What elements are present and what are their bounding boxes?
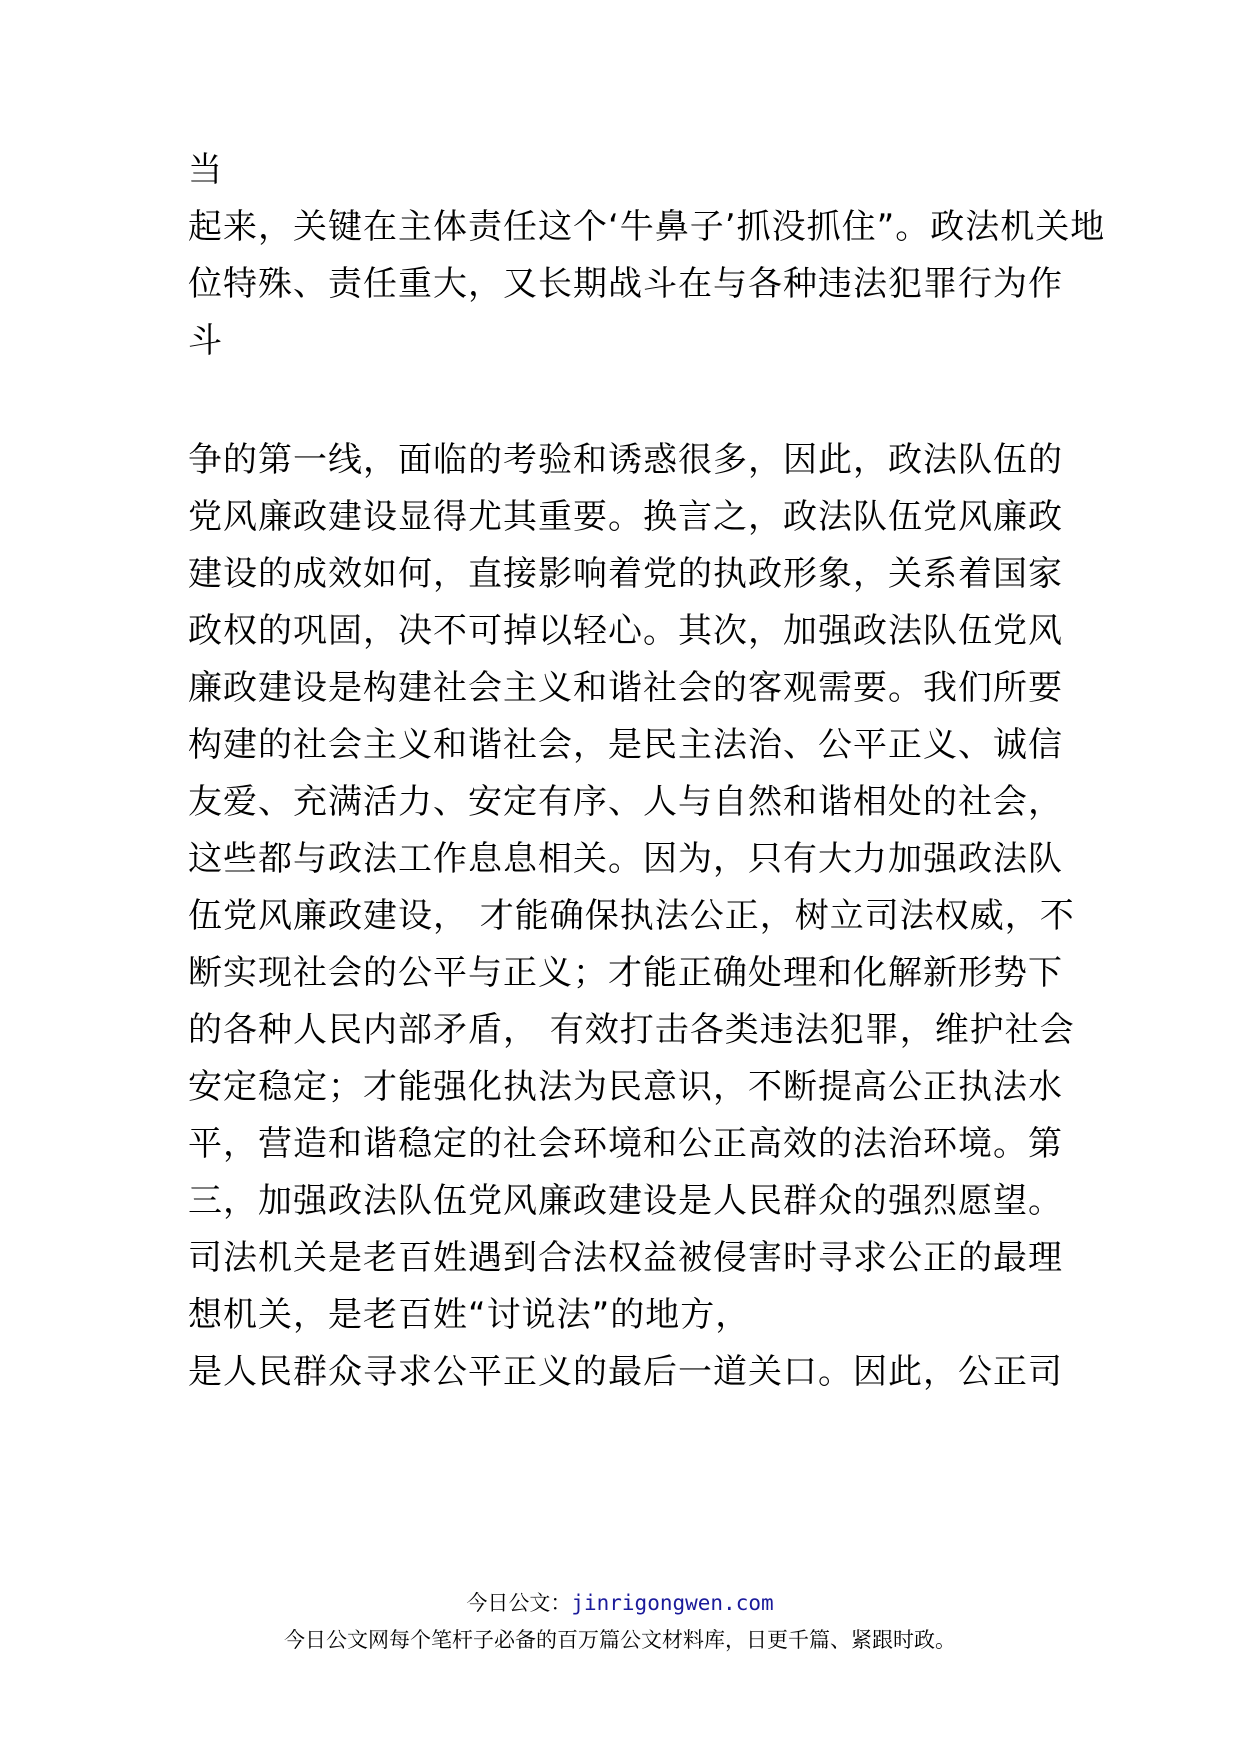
text-line: 司法机关是老百姓遇到合法权益被侵害时寻求公正的最理 — [188, 1238, 1063, 1278]
text-line: 想机关，是老百姓“讨说法”的地方， — [188, 1295, 751, 1335]
text-line: 友爱、充满活力、安定有序、人与自然和谐相处的社会， — [188, 782, 1063, 822]
footer-site-label: 今日公文： — [466, 1591, 572, 1615]
text-line: 党风廉政建设显得尤其重要。换言之，政法队伍党风廉政 — [188, 497, 1063, 537]
text-line: 政权的巩固，决不可掉以轻心。其次，加强政法队伍党风 — [188, 611, 1063, 651]
text-line: 争的第一线，面临的考验和诱惑很多，因此，政法队伍的 — [188, 440, 1063, 480]
text-line: 构建的社会主义和谐社会，是民主法治、公平正义、诚信 — [188, 725, 1063, 765]
text-line: 建设的成效如何，直接影响着党的执政形象，关系着国家 — [188, 554, 1063, 594]
text-line: 伍党风廉政建设， 才能确保执法公正，树立司法权威，不 — [188, 896, 1075, 936]
text-line: 的各种人民内部矛盾， 有效打击各类违法犯罪，维护社会 — [188, 1010, 1075, 1050]
footer-slogan: 今日公文网每个笔杆子必备的百万篇公文材料库，日更千篇、紧跟时政。 — [284, 1628, 956, 1652]
footer-site — [0, 1589, 1240, 1617]
footer-site-link[interactable]: jinrigongwen.com — [571, 1591, 774, 1615]
text-line: 位特殊、责任重大，又长期战斗在与各种违法犯罪行为作 — [188, 264, 1063, 304]
text-line: 安定稳定；才能强化执法为民意识，不断提高公正执法水 — [188, 1067, 1063, 1107]
text-line: 斗 — [188, 321, 223, 361]
text-line: 起来，关键在主体责任这个‘牛鼻子’抓没抓住”。政法机关地 — [188, 207, 1106, 247]
text-line: 是人民群众寻求公平正义的最后一道关口。因此，公正司 — [188, 1352, 1063, 1392]
text-line: 平，营造和谐稳定的社会环境和公正高效的法治环境。第 — [188, 1124, 1063, 1164]
text-line: 廉政建设是构建社会主义和谐社会的客观需要。我们所要 — [188, 668, 1063, 708]
text-line: 当 — [188, 150, 223, 190]
text-line: 断实现社会的公平与正义；才能正确处理和化解新形势下 — [188, 953, 1063, 993]
text-line: 这些都与政法工作息息相关。因为，只有大力加强政法队 — [188, 839, 1063, 879]
text-line: 三，加强政法队伍党风廉政建设是人民群众的强烈愿望。 — [188, 1181, 1063, 1221]
